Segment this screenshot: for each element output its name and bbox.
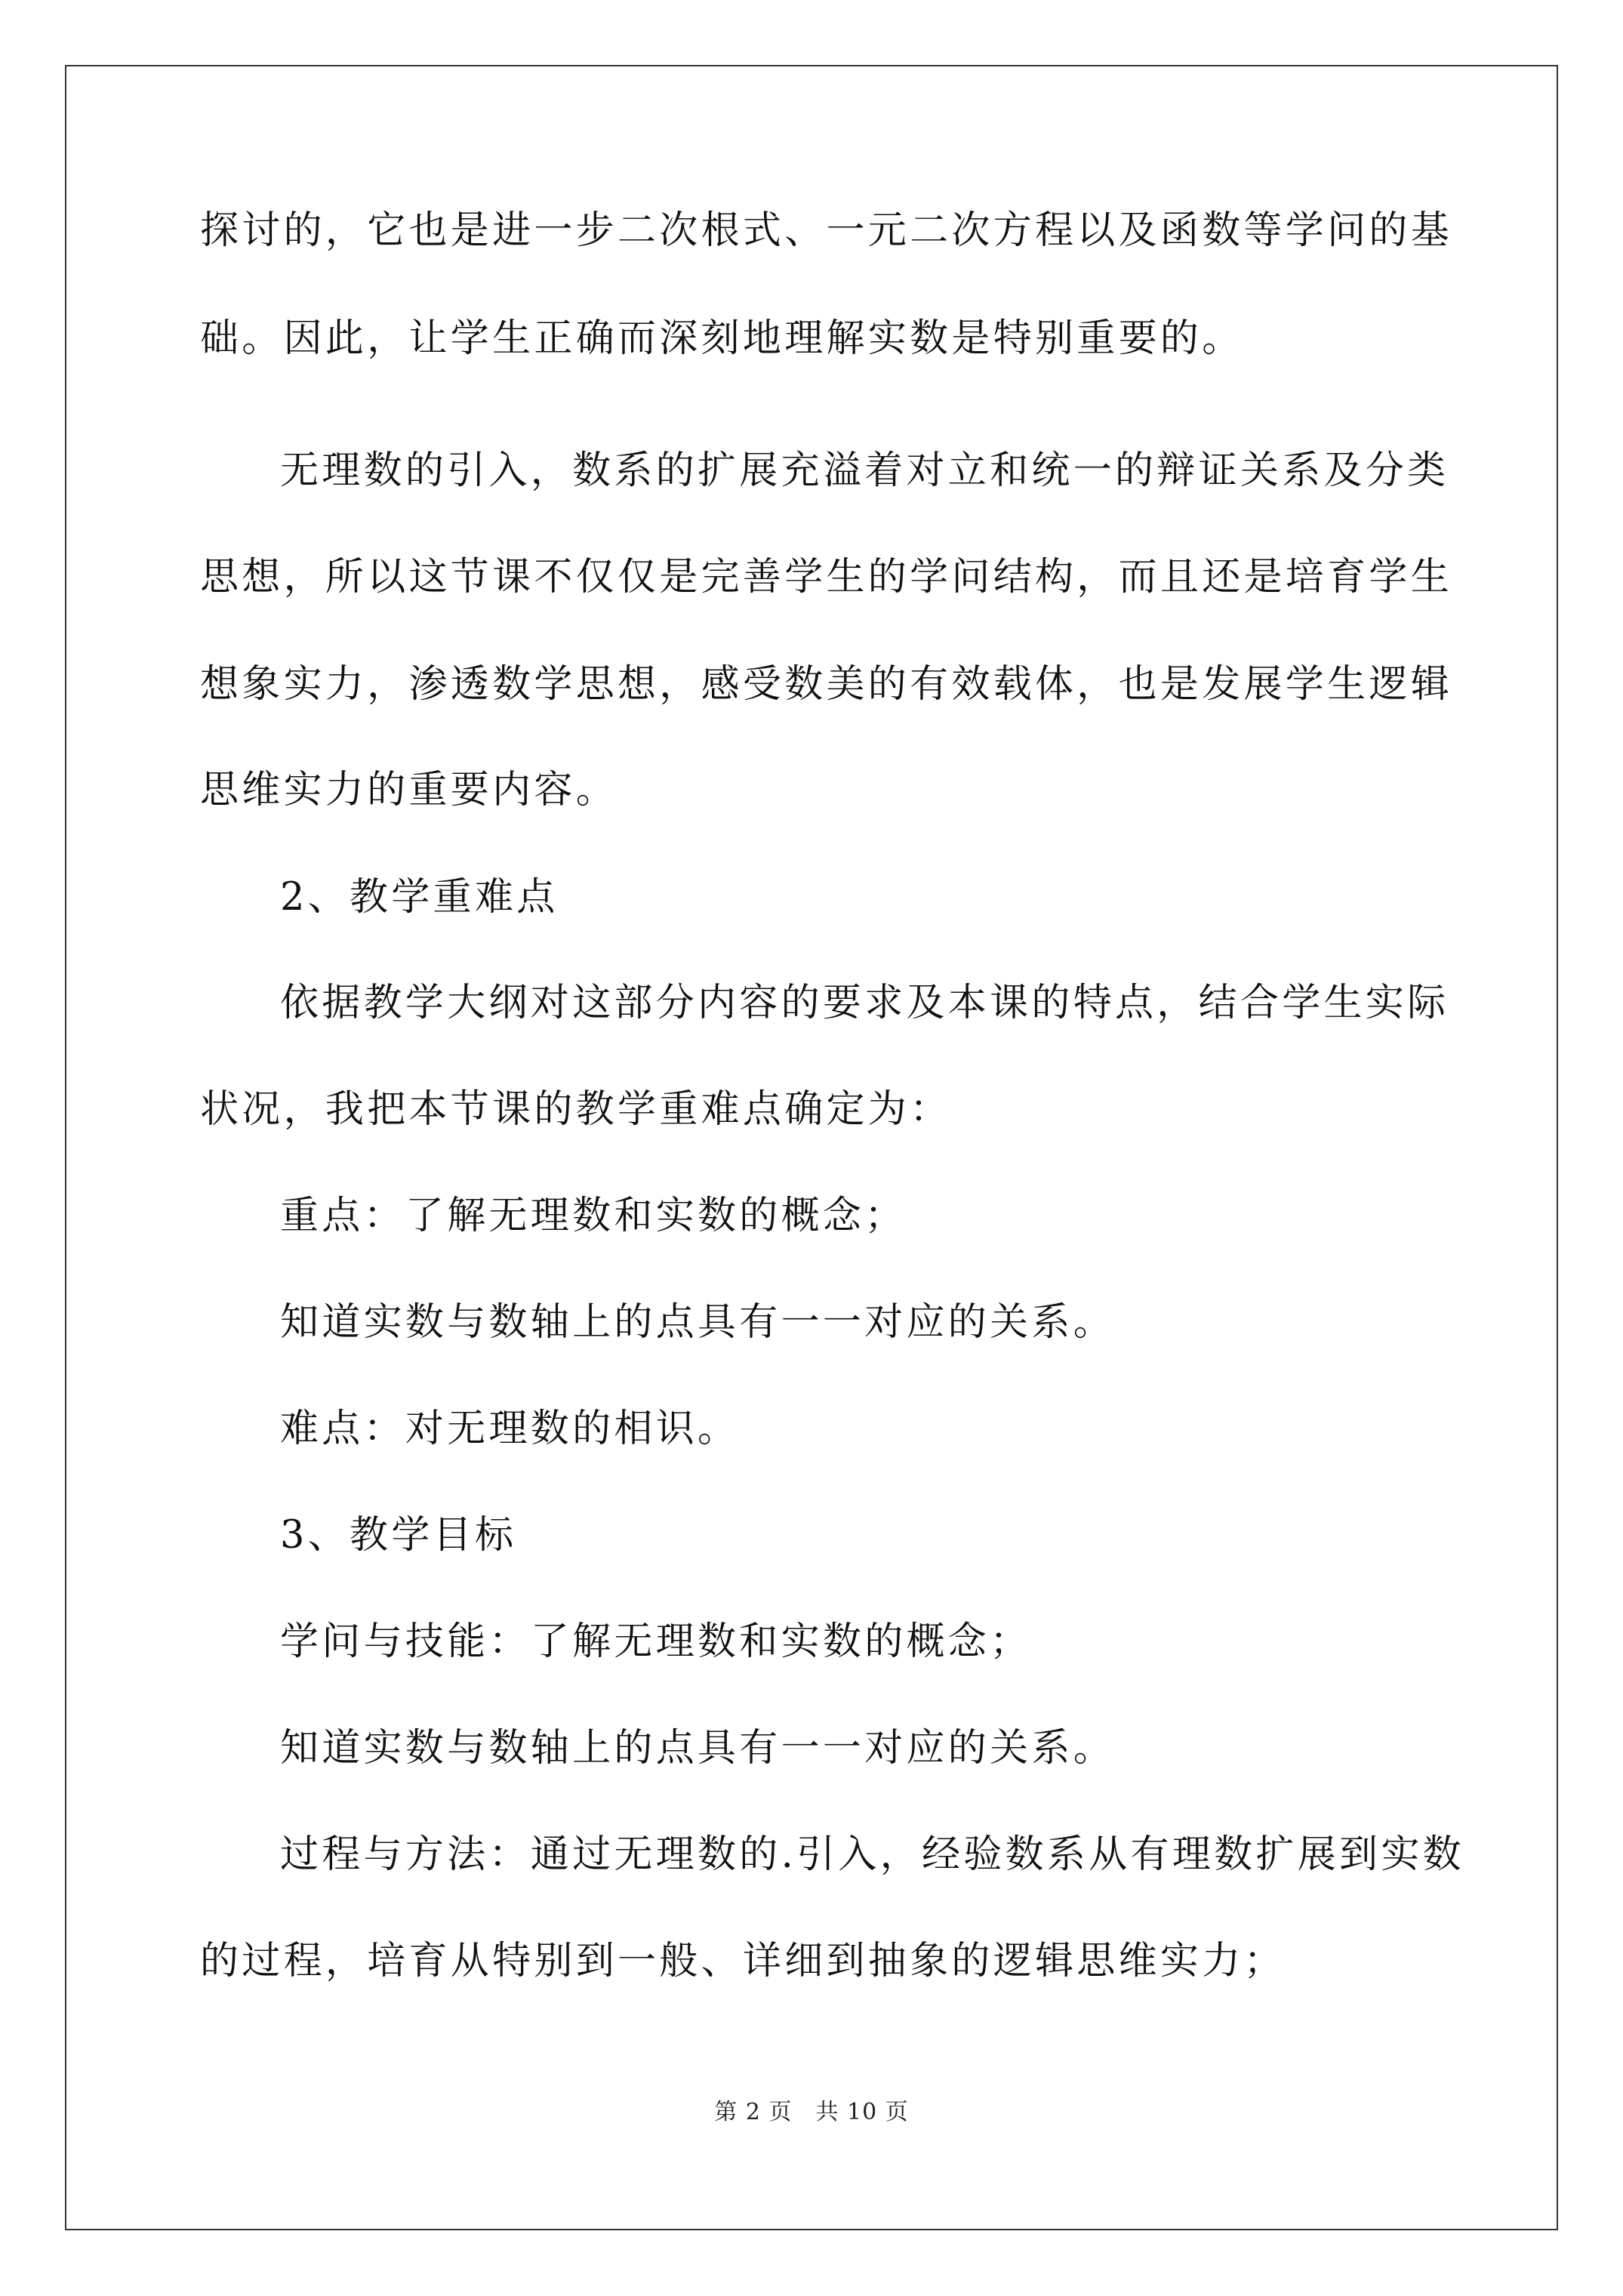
paragraph-line: 学问与技能：了解无理数和实数的概念；	[280, 1620, 1032, 1664]
paragraph-line: 础。因此，让学生正确而深刻地理解实数是特别重要的。	[200, 316, 1244, 361]
section-heading: 2、教学重难点	[280, 875, 559, 920]
page-border	[65, 65, 1558, 2230]
paragraph-line: 重点：了解无理数和实数的概念；	[280, 1194, 907, 1238]
paragraph-line: 知道实数与数轴上的点具有一一对应的关系。	[280, 1300, 1116, 1345]
paragraph-line: 状况，我把本节课的教学重难点确定为：	[200, 1087, 952, 1132]
paragraph-line: 探讨的，它也是进一步二次根式、一元二次方程以及函数等学问的基	[200, 208, 1453, 253]
paragraph-line: 的过程，培育从特别到一般、详细到抽象的逻辑思维实力；	[200, 1939, 1286, 1983]
paragraph-line: 难点：对无理数的相识。	[280, 1407, 740, 1451]
section-heading: 3、教学目标	[280, 1513, 517, 1558]
page-footer: 第 2 页 共 10 页	[714, 2099, 909, 2125]
paragraph-line: 依据教学大纲对这部分内容的要求及本课的特点，结合学生实际	[280, 981, 1449, 1025]
paragraph-line: 无理数的引入，数系的扩展充溢着对立和统一的辩证关系及分类	[280, 448, 1449, 493]
paragraph-line: 思想，所以这节课不仅仅是完善学生的学问结构，而且还是培育学生	[200, 555, 1453, 599]
paragraph-line: 思维实力的重要内容。	[200, 768, 618, 812]
paragraph-line: 知道实数与数轴上的点具有一一对应的关系。	[280, 1726, 1116, 1771]
paragraph-line: 想象实力，渗透数学思想，感受数美的有效载体，也是发展学生逻辑	[200, 662, 1453, 707]
paragraph-line: 过程与方法：通过无理数的.引入，经验数系从有理数扩展到实数	[280, 1832, 1464, 1877]
